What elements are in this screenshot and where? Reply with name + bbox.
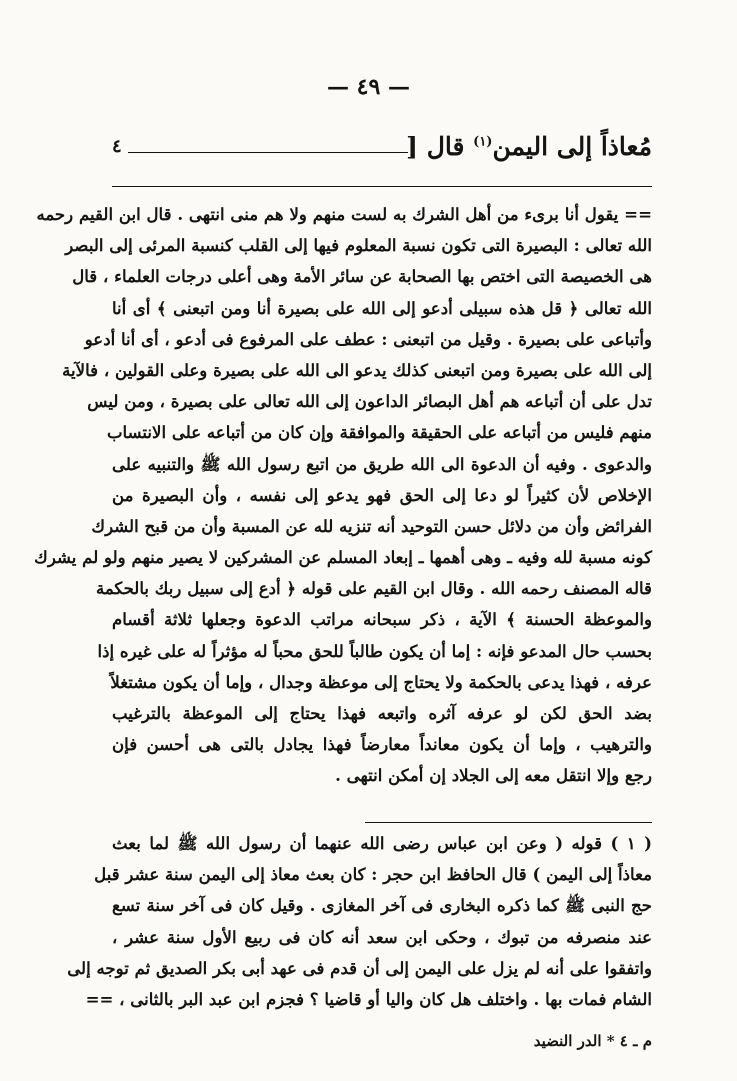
page-footer: م ـ ٤ * الدر النضيد — [533, 1032, 652, 1050]
text-line: وأتباعى على بصيرة . وقيل من اتبعنى : عطف على المرفوع فى أدعو ، أى أنا أدعو — [84, 328, 652, 349]
commentary-text — [34, 199, 652, 792]
header-title: مُعاذاً إلى اليمن — [492, 132, 652, 161]
header-rule — [112, 186, 652, 187]
text-line: رجع وإلا انتقل معه إلى الجلاد إن أمكن انتهى . — [335, 765, 652, 786]
text-line: الفرائض وأن من دلائل حسن التوحيد أنه تنزيه لله عن المسبة وأن من قبح الشرك — [91, 515, 652, 536]
text-line: بحسب حال المدعو فإنه : إما أن يكون طالباً للحق محباً له مؤثراً له على غيره إذا — [97, 640, 652, 661]
text-line: == يقول أنا برىء من أهل الشرك به لست منهم ولا هم منى انتهى . قال ابن القيم رحمه — [36, 204, 652, 224]
header-title-group — [406, 132, 652, 161]
page-number: — ٤٩ — — [327, 74, 410, 100]
text-line: الله تعالى ﴿ قل هذه سبيلى أدعو إلى الله على بصيرة أنا ومن اتبعنى ﴾ أى أنا — [112, 297, 652, 318]
text-line: والموعظة الحسنة ﴾ الآية ، ذكر سبحانه مراتب الدعوة وجعلها ثلاثة أقسام — [112, 609, 652, 630]
footnote-line: الشام فمات بها . واختلف هل كان واليا أو قاضيا ؟ فجزم ابن عبد البر بالثانى ، == — [85, 988, 652, 1009]
text-line: الإخلاص لأن كثيراً لو دعا إلى الحق فهو يدعو إلى نفسه ، وأن البصيرة من — [112, 484, 652, 505]
footnote-line: ( ١ ) قوله ( وعن ابن عباس رضى الله عنهما أن رسول الله ﷺ لما بعث — [112, 833, 652, 853]
text-line: منهم فليس من أتباعه على الحقيقة والموافقة وإن كان من أتباعه على الانتساب — [106, 422, 652, 443]
footnote-line: حج النبى ﷺ كما ذكره البخارى فى آخر المغازى . وقيل كان فى آخر سنة تسع — [112, 895, 652, 916]
footnote-text — [67, 828, 652, 1015]
footnote-line: عند منصرفه من تبوك ، وحكى ابن سعد أنه كان فى ربيع الأول سنة عشر ، — [112, 926, 652, 947]
footnote-line: واتفقوا على أنه لم يزل على اليمن إلى أن قدم فى عهد أبى بكر الصديق ثم توجه إلى — [67, 957, 652, 978]
text-line: بضد الحق لكن لو عرفه آثره واتبعه فهذا يحتاج إلى الموعظة بالترغيب — [112, 703, 652, 723]
footnote-reference: (١) — [473, 134, 493, 150]
footnote-line: معاذاً إلى اليمن ) قال الحافظ ابن حجر : كان بعث معاذ إلى اليمن سنة عشر قبل — [94, 864, 652, 885]
header-line — [128, 152, 408, 153]
text-line: تدل على أن أتباعه هم أهل البصائر الداعون إلى الله تعالى على بصيرة ، ومن ليس — [87, 391, 652, 412]
section-header — [112, 130, 652, 172]
text-line: إلى الله على بصيرة ومن اتبعنى كذلك يدعو الى الله على بصيرة وعلى القولين ، فالآية — [62, 359, 652, 380]
text-line: كونه مسبة لله وفيه ـ وهى أهمها ـ إبعاد المسلم عن المشركين لا يصير منهم ولو لم يشرك — [34, 547, 652, 568]
text-line: هى الخصيصة التى اختص بها الصحابة عن سائر الأمة وهى أعلى درجات العلماء ، قال — [72, 266, 652, 287]
footnote-rule — [365, 822, 652, 823]
text-line: قاله المصنف رحمه الله . وقال ابن القيم على قوله ﴿ أدع إلى سبيل ربك بالحكمة — [95, 578, 652, 599]
text-line: الله تعالى : البصيرة التى تكون نسبة المعلوم فيها إلى القلب كنسبة المرئى إلى البصر — [65, 235, 652, 256]
text-line: عرفه ، فهذا يدعى بالحكمة ولا يحتاج إلى موعظة وجدال ، وإما أن يكون مشتغلاً — [110, 671, 652, 692]
header-number: ٤ — [112, 136, 122, 157]
header-label: قال [ — [406, 132, 465, 161]
text-line: والدعوى . وفيه أن الدعوة الى الله طريق من اتبع رسول الله ﷺ والتنبيه على — [112, 453, 652, 474]
text-line: والترهيب ، وإما أن يكون معانداً معارضاً فهذا يجادل بالتى هى أحسن فإن — [112, 734, 652, 755]
